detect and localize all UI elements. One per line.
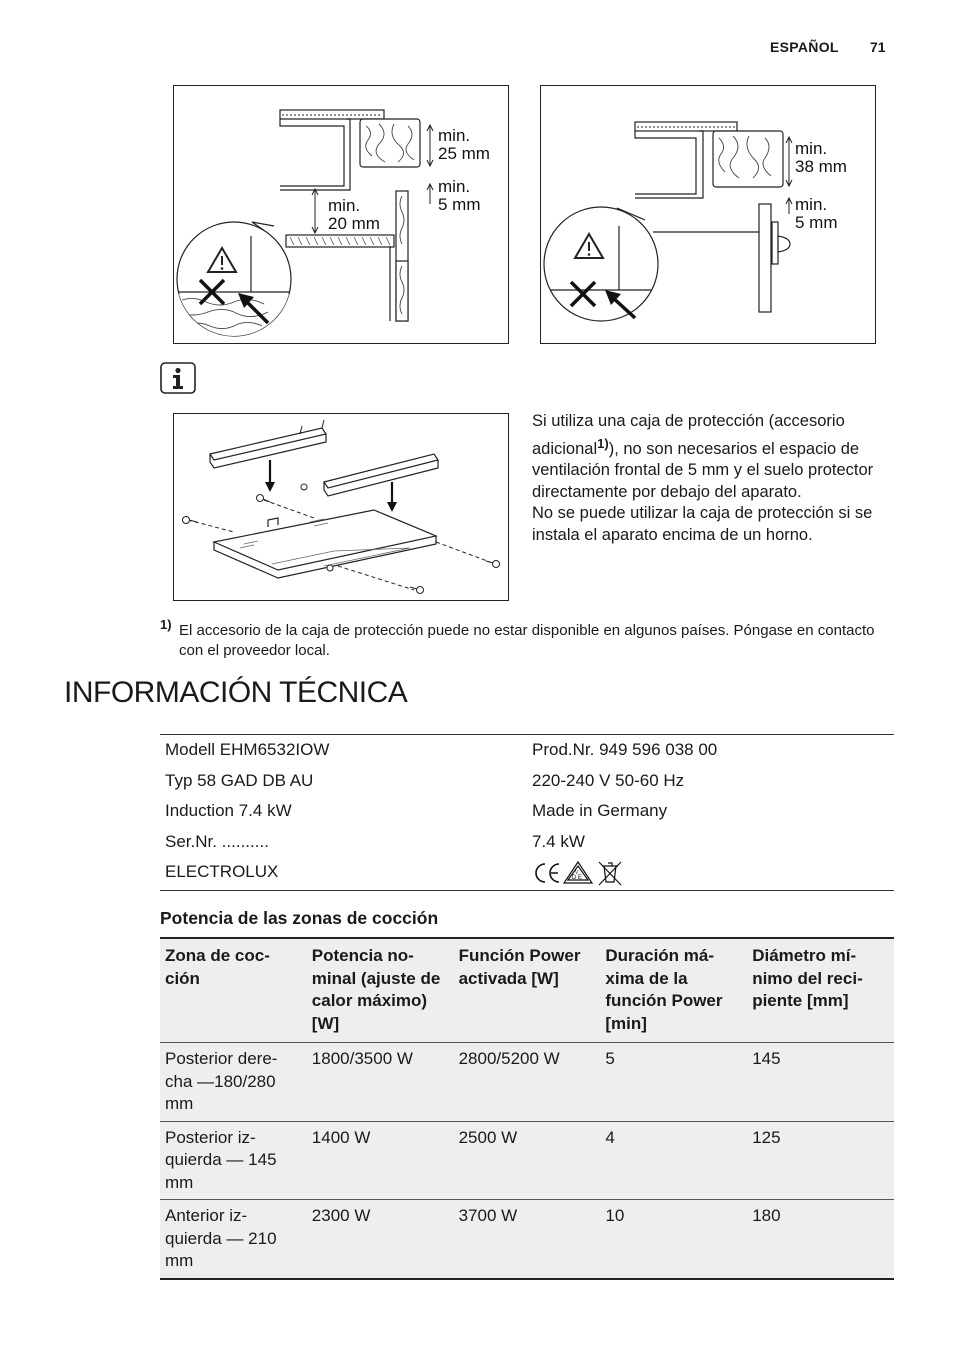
fig1-label-top-line1: min. <box>438 126 471 145</box>
table-row <box>160 1043 894 1122</box>
footnote-text: El accesorio de la caja de protección puede no estar disponible en algunos países. Póngase en contacto con el proveedor local. <box>179 622 875 659</box>
protection-box-drawing <box>174 414 508 600</box>
column-header: Diámetro mínimo del recipiente [mm] <box>747 938 894 1043</box>
rating-plate-row <box>160 827 894 858</box>
rating-plate-cell: ELECTROLUX <box>165 862 279 881</box>
table-cell: 1400 W <box>307 1121 454 1200</box>
installation-figure-2 <box>540 85 876 344</box>
rating-plate-row <box>160 735 894 766</box>
column-header: Duración máxima de la función Power [min] <box>600 938 747 1043</box>
table-row <box>160 1121 894 1200</box>
svg-text:D: D <box>572 875 577 881</box>
table-cell: 4 <box>600 1121 747 1200</box>
certification-marks <box>532 860 622 891</box>
svg-text:min.5 mm: min. 5 mm <box>438 177 481 214</box>
power-table-title: Potencia de las zonas de cocción <box>160 908 439 928</box>
info-icon <box>160 362 196 394</box>
rating-plate-row <box>160 857 894 890</box>
note-text-part2: ), no son necesarios el espacio de ventilación frontal de 5 mm y el suelo protector directamente por debajo del aparato. <box>532 439 874 501</box>
table-cell: Posterior izquierda — 145 mm <box>160 1121 307 1200</box>
table-row <box>160 1200 894 1279</box>
header-language: ESPAÑOL <box>770 39 839 55</box>
footnote-reference[interactable]: 1) <box>597 435 609 451</box>
svg-text:min.38 mm: min. 38 mm <box>795 139 847 176</box>
table-cell: 2500 W <box>454 1121 601 1200</box>
rating-plate-cell: 7.4 kW <box>532 831 585 851</box>
svg-text:E: E <box>578 875 583 881</box>
table-cell: 145 <box>747 1043 894 1122</box>
table-cell: 2300 W <box>307 1200 454 1279</box>
page-number: 71 <box>870 39 886 55</box>
svg-text:V: V <box>575 870 579 876</box>
table-cell: 1800/3500 W <box>307 1043 454 1122</box>
section-title: INFORMACIÓN TÉCNICA <box>64 676 408 709</box>
svg-text:min.5 mm: min. 5 mm <box>795 195 838 232</box>
protection-box-figure <box>173 413 509 601</box>
installation-drawing-2 <box>541 86 875 343</box>
rating-plate-cell: Induction 7.4 kW <box>165 801 292 820</box>
table-cell: 5 <box>600 1043 747 1122</box>
column-header: Función Power activada [W] <box>454 938 601 1043</box>
installation-figure-1 <box>173 85 509 344</box>
svg-text:min.20 mm: min. 20 mm <box>328 196 380 233</box>
table-cell: 10 <box>600 1200 747 1279</box>
table-cell: 180 <box>747 1200 894 1279</box>
rating-plate-cell: Prod.Nr. 949 596 038 00 <box>532 740 718 759</box>
note-text-line2: No se puede utilizar la caja de protección si se instala el aparato encima de un horno. <box>532 504 873 544</box>
installation-drawing-1 <box>174 86 508 343</box>
protection-box-note <box>532 411 902 546</box>
table-cell: Posterior derecha —180/280 mm <box>160 1043 307 1122</box>
table-header-row <box>160 938 894 1043</box>
cooking-zones-power-table <box>160 937 894 1280</box>
table-cell: 2800/5200 W <box>454 1043 601 1122</box>
rating-plate-cell: Made in Germany <box>532 801 668 820</box>
rating-plate-cell: 220-240 V 50-60 Hz <box>532 770 685 790</box>
rating-plate-cell: Modell EHM6532IOW <box>165 740 330 759</box>
rating-plate-row <box>160 766 894 797</box>
table-cell: Anterior izquierda — 210 mm <box>160 1200 307 1279</box>
weee-bin-icon <box>599 862 621 885</box>
ce-mark-icon <box>536 864 559 882</box>
rating-plate-cell: Typ 58 GAD DB AU <box>165 770 314 790</box>
table-cell: 3700 W <box>454 1200 601 1279</box>
table-cell: 125 <box>747 1121 894 1200</box>
footnote-mark: 1) <box>160 617 172 632</box>
column-header: Potencia nominal (ajuste de calor máximo) [W] <box>307 938 454 1043</box>
note-text-part1: Si utiliza una caja de protección (accesorio adicional <box>532 412 845 458</box>
column-header: Zona de cocción <box>160 938 307 1043</box>
fig1-label-top-line2: 25 mm <box>438 144 490 163</box>
rating-plate <box>160 734 894 891</box>
vde-mark-icon <box>564 862 592 883</box>
rating-plate-row <box>160 796 894 827</box>
svg-text:min. 25 mm <box>438 126 490 163</box>
rating-plate-cell: Ser.Nr. .......... <box>165 831 269 851</box>
